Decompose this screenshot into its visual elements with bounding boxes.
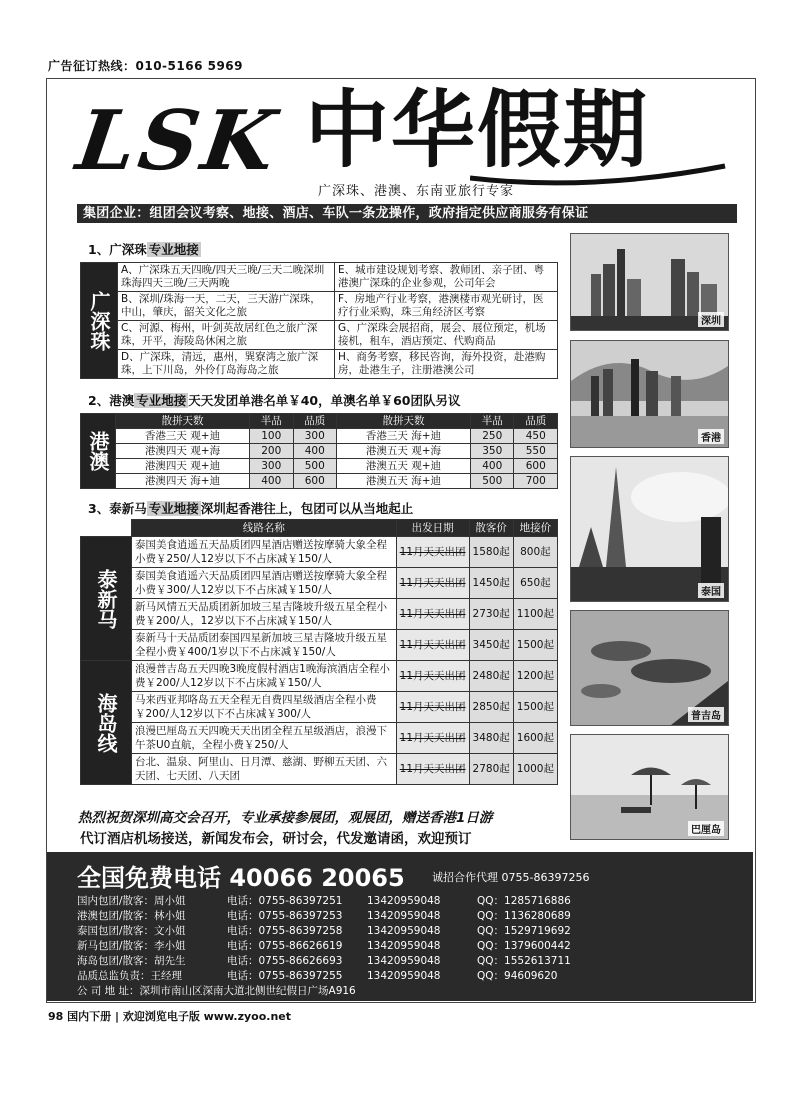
depart-date: 11月天天出团: [396, 599, 469, 630]
contact-role: 新马包团/散客：李小姐: [77, 940, 186, 952]
table-cell: 700: [514, 474, 558, 489]
table-row: [81, 723, 558, 754]
photo-bali: [570, 734, 729, 840]
contact-role: 国内包团/散客：周小姐: [77, 895, 186, 907]
contact-role: 海岛包团/散客：胡先生: [77, 955, 186, 967]
agent-recruit: 诚招合作代理 0755-86397256: [432, 871, 590, 884]
table-row: [81, 474, 558, 489]
route-name: 泰新马十天品质团泰国四星新加坡三星吉隆坡升级五星全程小费￥400/1岁以下不占床减￥150/人: [132, 630, 397, 661]
depart-date: 11月天天出团: [396, 661, 469, 692]
table-cell: B、深圳/珠海一天，二天，三天游广深珠，中山，肇庆，韶关文化之旅: [118, 292, 335, 321]
retail-price: 2850起: [469, 692, 513, 723]
section3-title: 3、泰新马 专业地接 深圳起香港往上，包团可以从当地起止: [88, 501, 414, 516]
logo-brand: LSK: [71, 93, 285, 189]
section3-side-label-island: 海岛线: [81, 661, 132, 785]
table-row: [81, 350, 558, 379]
table-row: [81, 630, 558, 661]
table-cell: D、广深珠，清远，惠州，巽寮湾之旅广深珠，上下川岛，外伶仃岛海岛之旅: [118, 350, 335, 379]
local-price: 1200起: [513, 661, 557, 692]
section3-side-label-thai: 泰新马: [81, 537, 132, 661]
col-header: 品质: [293, 414, 336, 429]
table-row: [81, 692, 558, 723]
col-header: 散客价: [469, 520, 513, 537]
table-cell: 港澳四天 观+海: [116, 444, 250, 459]
corner-cell: [81, 520, 132, 537]
table-cell: 港澳五天 海+迪: [336, 474, 470, 489]
contact-tel: 电话：0755-86397253: [227, 910, 343, 922]
table-cell: H、商务考察，移民咨询，海外投资，赴港购房，赴港生子，注册港澳公司: [335, 350, 558, 379]
route-name: 台北、温泉、阿里山、日月潭、慈湖、野柳五天团、六天团、七天团、八天团: [132, 754, 397, 785]
contact-address: 公 司 地 址：深圳市南山区深南大道北侧世纪假日广场A916: [77, 985, 356, 997]
logo-name: 中华假期: [305, 80, 650, 179]
contact-tel: 电话：0755-86397258: [227, 925, 343, 937]
contact-row: [77, 924, 571, 939]
table-row: [81, 321, 558, 350]
tagline: 广深珠、港澳、东南亚旅行专家: [318, 184, 515, 199]
section2-table: [80, 413, 558, 489]
col-header: 线路名称: [132, 520, 397, 537]
retail-price: 3480起: [469, 723, 513, 754]
table-cell: E、城市建设规划考察、教师团、亲子团、粤港澳广深珠的企业参观，公司年会: [335, 263, 558, 292]
section1-table: [80, 262, 558, 379]
contact-qq: QQ：1136280689: [477, 910, 571, 922]
local-price: 1100起: [513, 599, 557, 630]
table-cell: 400: [250, 474, 293, 489]
table-cell: F、房地产行业考察，港澳楼市观光研讨，医疗行业采购，珠三角经济区考察: [335, 292, 558, 321]
photo-shenzhen: [570, 233, 729, 331]
photo-phuket: [570, 610, 729, 726]
table-cell: 100: [250, 429, 293, 444]
local-price: 800起: [513, 537, 557, 568]
local-price: 650起: [513, 568, 557, 599]
table-row: [81, 754, 558, 785]
table-cell: 200: [250, 444, 293, 459]
retail-price: 2480起: [469, 661, 513, 692]
local-price: 1500起: [513, 630, 557, 661]
retail-price: 1450起: [469, 568, 513, 599]
table-cell: 350: [471, 444, 514, 459]
group-banner: 集团企业：组团会议考察、地接、酒店、车队一条龙操作，政府指定供应商服务有保证: [77, 204, 737, 223]
col-header: 半品: [471, 414, 514, 429]
photo-label: 普吉岛: [688, 707, 724, 722]
table-row: [81, 568, 558, 599]
depart-date: 11月天天出团: [396, 630, 469, 661]
contact-list: [77, 894, 571, 999]
contact-qq: QQ：1285716886: [477, 895, 571, 907]
photo-label: 泰国: [698, 583, 724, 598]
local-price: 1500起: [513, 692, 557, 723]
contact-mobile: 13420959048: [367, 955, 441, 967]
col-header: 半品: [250, 414, 293, 429]
table-cell: 600: [293, 474, 336, 489]
table-cell: 250: [471, 429, 514, 444]
col-header: 散拼天数: [116, 414, 250, 429]
contact-row: [77, 939, 571, 954]
table-cell: 300: [250, 459, 293, 474]
route-name: 新马风情五天品质团新加坡三星吉隆坡升级五星全程小费￥200/人，12岁以下不占床减￥150/人: [132, 599, 397, 630]
retail-price: 1580起: [469, 537, 513, 568]
retail-price: 2730起: [469, 599, 513, 630]
table-cell: 450: [514, 429, 558, 444]
table-cell: 300: [293, 429, 336, 444]
table-row: [81, 599, 558, 630]
depart-date: 11月天天出团: [396, 723, 469, 754]
table-cell: 400: [293, 444, 336, 459]
contact-mobile: 13420959048: [367, 970, 441, 982]
contact-role: 港澳包团/散客：林小姐: [77, 910, 186, 922]
table-cell: 港澳五天 观+海: [336, 444, 470, 459]
table-cell: 港澳五天 观+迪: [336, 459, 470, 474]
temple-icon: [571, 457, 728, 601]
table-cell: 600: [514, 459, 558, 474]
table-cell: 港澳四天 海+迪: [116, 474, 250, 489]
col-header: 出发日期: [396, 520, 469, 537]
section1-title: 1、广深珠 专业地接: [88, 242, 199, 257]
depart-date: 11月天天出团: [396, 568, 469, 599]
table-header-row: [81, 414, 558, 429]
table-cell: 400: [471, 459, 514, 474]
table-cell: 500: [293, 459, 336, 474]
photo-label: 巴厘岛: [688, 821, 724, 836]
contact-qq: QQ：1379600442: [477, 940, 571, 952]
section1-side-label: 广深珠: [81, 263, 118, 379]
contact-tel: 电话：0755-86626619: [227, 940, 343, 952]
local-price: 1600起: [513, 723, 557, 754]
contact-row: [77, 894, 571, 909]
retail-price: 3450起: [469, 630, 513, 661]
table-cell: G、广深珠会展招商，展会、展位预定，机场接机，租车，酒店预定、代购商品: [335, 321, 558, 350]
contact-qq: QQ：94609620: [477, 970, 558, 982]
contact-mobile: 13420959048: [367, 940, 441, 952]
section3-table: [80, 519, 558, 785]
table-cell: C、河源、梅州，叶剑英故居红色之旅广深珠，开平，海陵岛休闲之旅: [118, 321, 335, 350]
contact-qq: QQ：1529719692: [477, 925, 571, 937]
contact-tel: 电话：0755-86397251: [227, 895, 343, 907]
table-cell: 500: [471, 474, 514, 489]
section2-side-label: 港澳: [81, 414, 116, 489]
table-row: [81, 459, 558, 474]
photo-hongkong: [570, 340, 729, 448]
table-row: [81, 292, 558, 321]
contact-mobile: 13420959048: [367, 895, 441, 907]
col-header: 品质: [514, 414, 558, 429]
contact-qq: QQ：1552613711: [477, 955, 571, 967]
table-row: [81, 263, 558, 292]
free-phone: 全国免费电话 40066 20065: [77, 864, 405, 892]
table-cell: 香港三天 海+迪: [336, 429, 470, 444]
route-name: 浪漫普吉岛五天四晚3晚度假村酒店1晚海滨酒店全程小费￥200/人12岁以下不占床减￥150/人: [132, 661, 397, 692]
table-cell: 550: [514, 444, 558, 459]
table-row: [81, 429, 558, 444]
table-row: [81, 537, 558, 568]
contact-tel: 电话：0755-86397255: [227, 970, 343, 982]
contact-role: 品质总监负责：王经理: [77, 970, 182, 982]
table-cell: A、广深珠五天四晚/四天三晚/三天二晚深圳珠海四天三晚/三天两晚: [118, 263, 335, 292]
retail-price: 2780起: [469, 754, 513, 785]
contact-mobile: 13420959048: [367, 910, 441, 922]
col-header: 散拼天数: [336, 414, 470, 429]
contact-row: [77, 954, 571, 969]
depart-date: 11月天天出团: [396, 692, 469, 723]
page-footer: 98 国内下册 | 欢迎浏览电子版 www.zyoo.net: [48, 1010, 292, 1023]
contact-row: [77, 909, 571, 924]
table-cell: 香港三天 观+迪: [116, 429, 250, 444]
table-cell: 港澳四天 观+迪: [116, 459, 250, 474]
photo-label: 深圳: [698, 312, 724, 327]
photo-thailand: [570, 456, 729, 602]
contact-mobile: 13420959048: [367, 925, 441, 937]
route-name: 泰国美食逍遥五天品质团四星酒店赠送按摩骑大象全程小费￥250/人12岁以下不占床减￥150/人: [132, 537, 397, 568]
table-row: [81, 661, 558, 692]
route-name: 泰国美食逍遥六天品质团四星酒店赠送按摩骑大象全程小费￥300/人12岁以下不占床减￥150/人: [132, 568, 397, 599]
contact-role: 泰国包团/散客：文小姐: [77, 925, 186, 937]
contact-row: [77, 969, 558, 984]
local-price: 1000起: [513, 754, 557, 785]
depart-date: 11月天天出团: [396, 754, 469, 785]
promo-line-1: 热烈祝贺深圳高交会召开，专业承接参展团，观展团，赠送香港1日游: [78, 810, 493, 826]
section2-title: 2、港澳 专业地接 天天发团单港名单￥40，单澳名单￥60团队另议: [88, 393, 461, 408]
promo-line-2: 代订酒店机场接送，新闻发布会，研讨会，代发邀请函，欢迎预订: [80, 831, 472, 847]
photo-label: 香港: [698, 429, 724, 444]
table-header-row: [81, 520, 558, 537]
depart-date: 11月天天出团: [396, 537, 469, 568]
col-header: 地接价: [513, 520, 557, 537]
table-row: [81, 444, 558, 459]
contact-tel: 电话：0755-86626693: [227, 955, 343, 967]
route-name: 马来西亚邦咯岛五天全程无自费四星级酒店全程小费￥200/人12岁以下不占床减￥300/人: [132, 692, 397, 723]
contact-panel: [47, 852, 753, 1001]
ad-hotline: 广告征订热线：010-5166 5969: [48, 59, 244, 73]
route-name: 浪漫巴厘岛五天四晚天天出团全程五星级酒店，浪漫下午茶U0直航，全程小费￥250/人: [132, 723, 397, 754]
